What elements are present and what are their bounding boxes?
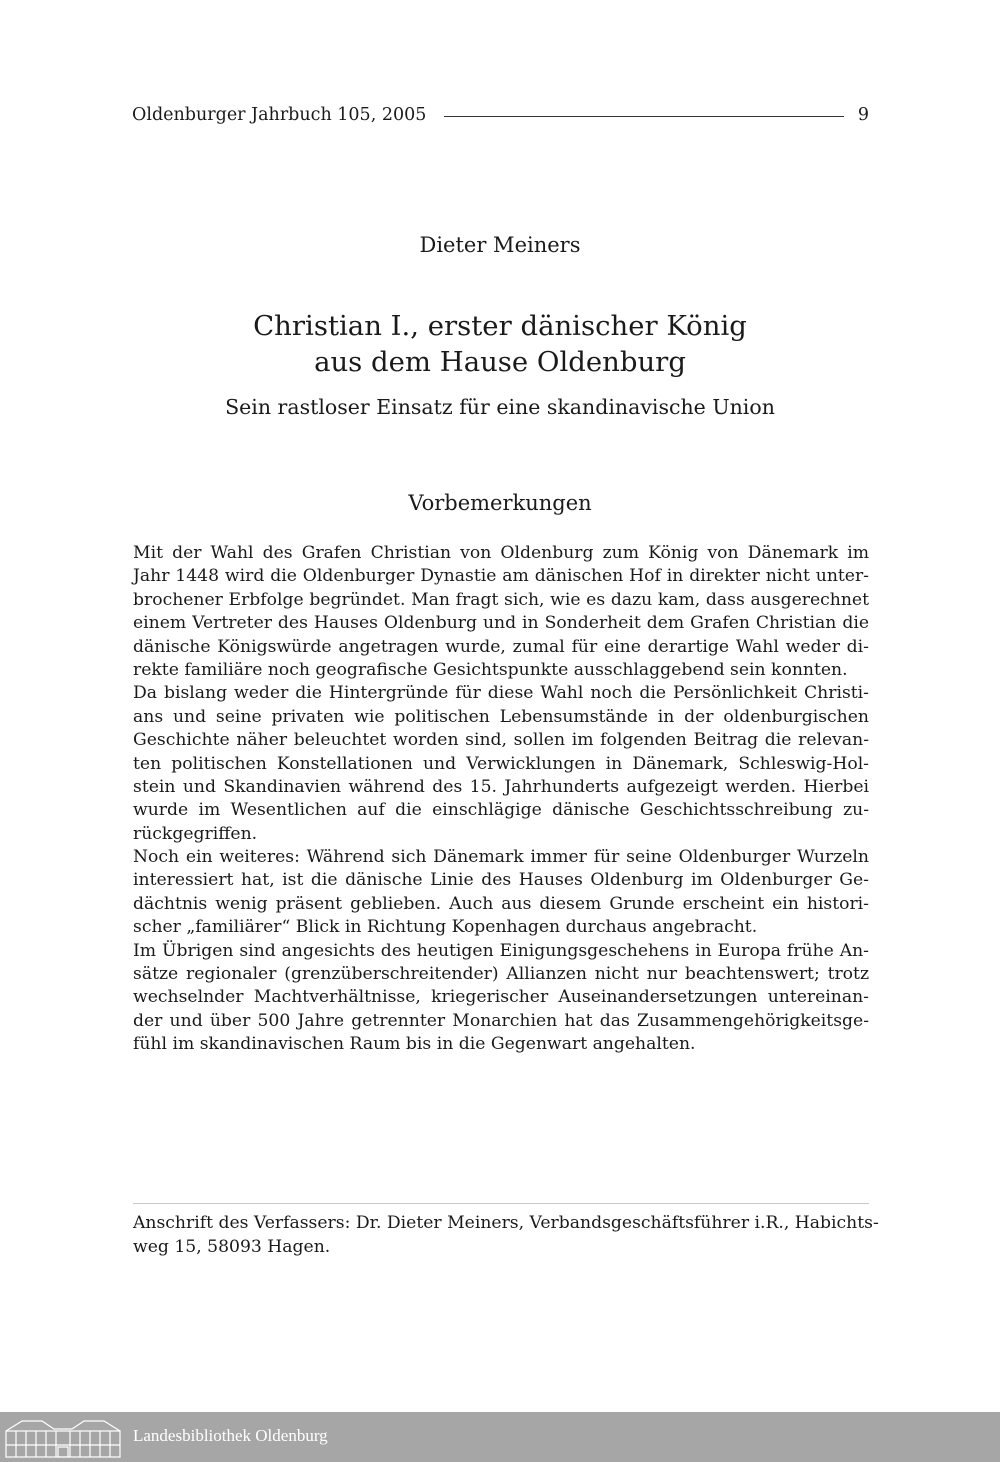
library-building-icon [2, 1415, 124, 1459]
body-line: rekte familiäre noch geografische Gesichtspunkte ausschlaggebend sein konnten. [133, 659, 848, 680]
body-line: stein und Skandinavien während des 15. Jahrhunderts aufgezeigt werden. Hierbei [133, 776, 869, 797]
body-line: Mit der Wahl des Grafen Christian von Oldenburg zum König von Dänemark im [133, 543, 869, 563]
author-address-footnote [133, 1211, 879, 1259]
article-title-line: Christian I., erster dänischer König [253, 310, 747, 342]
body-line: Im Übrigen sind angesichts des heutigen Einigungsgeschehens in Europa frühe An- [133, 940, 869, 961]
footnote-line: weg 15, 58093 Hagen. [133, 1237, 331, 1257]
body-line: Da bislang weder die Hintergründe für diese Wahl noch die Persönlichkeit Christi- [133, 683, 869, 704]
body-line: der und über 500 Jahre getrennter Monarchien hat das Zusammengehörigkeitsge- [133, 1010, 869, 1031]
body-line: scher „familiärer“ Blick in Richtung Kopenhagen durchaus angebracht. [133, 917, 758, 938]
body-line: rückgegriffen. [133, 823, 258, 844]
body-line: Noch ein weiteres: Während sich Dänemark immer für seine Oldenburger Wurzeln [133, 847, 869, 868]
body-line: dächtnis wenig präsent geblieben. Auch aus diesem Grunde erscheint ein histori- [133, 893, 869, 914]
body-text [133, 542, 869, 1057]
body-line: Geschichte näher beleuchtet worden sind, sollen im folgenden Beitrag die relevan- [133, 730, 869, 751]
library-name: Landesbibliothek Oldenburg [133, 1426, 328, 1445]
section-heading: Vorbemerkungen [408, 491, 592, 515]
header-rule [444, 116, 844, 117]
running-header [132, 102, 869, 128]
body-line: ten politischen Konstellationen und Verwicklungen in Dänemark, Schleswig-Hol- [133, 753, 869, 774]
library-footer-bar [0, 1412, 1000, 1462]
body-line: brochener Erbfolge begründet. Man fragt sich, wie es dazu kam, dass ausgerechnet [133, 589, 869, 610]
body-line: interessiert hat, ist die dänische Linie des Hauses Oldenburg im Oldenburger Ge- [133, 870, 869, 891]
body-line: dänische Königswürde angetragen wurde, zumal für eine derartige Wahl weder di- [133, 636, 869, 657]
body-line: Jahr 1448 wird die Oldenburger Dynastie am dänischen Hof in direkter nicht unter- [133, 566, 869, 587]
page-number: 9 [857, 105, 869, 125]
article-title-line: aus dem Hause Oldenburg [314, 346, 686, 378]
footnote-rule [133, 1203, 869, 1204]
body-line: wechselnder Machtverhältnisse, kriegerischer Auseinandersetzungen untereinan- [133, 987, 869, 1008]
body-line: wurde im Wesentlichen auf die einschlägige dänische Geschichtsschreibung zu- [133, 800, 869, 821]
body-line: fühl im skandinavischen Raum bis in die Gegenwart angehalten. [133, 1034, 696, 1055]
article-author: Dieter Meiners [419, 233, 581, 257]
journal-title: Oldenburger Jahrbuch 105, 2005 [132, 105, 427, 125]
article-title [0, 308, 1000, 380]
body-line: einem Vertreter des Hauses Oldenburg und in Sonderheit dem Grafen Christian die [133, 613, 869, 634]
article-subtitle: Sein rastloser Einsatz für eine skandinavische Union [225, 395, 775, 419]
body-line: ans und seine privaten wie politischen Lebensumstände in der oldenburgischen [133, 706, 869, 727]
body-line: sätze regionaler (grenzüberschreitender) Allianzen nicht nur beachtenswert; trotz [133, 964, 869, 985]
footnote-line: Anschrift des Verfassers: Dr. Dieter Meiners, Verbandsgeschäftsführer i.R., Habichts- [133, 1213, 879, 1233]
